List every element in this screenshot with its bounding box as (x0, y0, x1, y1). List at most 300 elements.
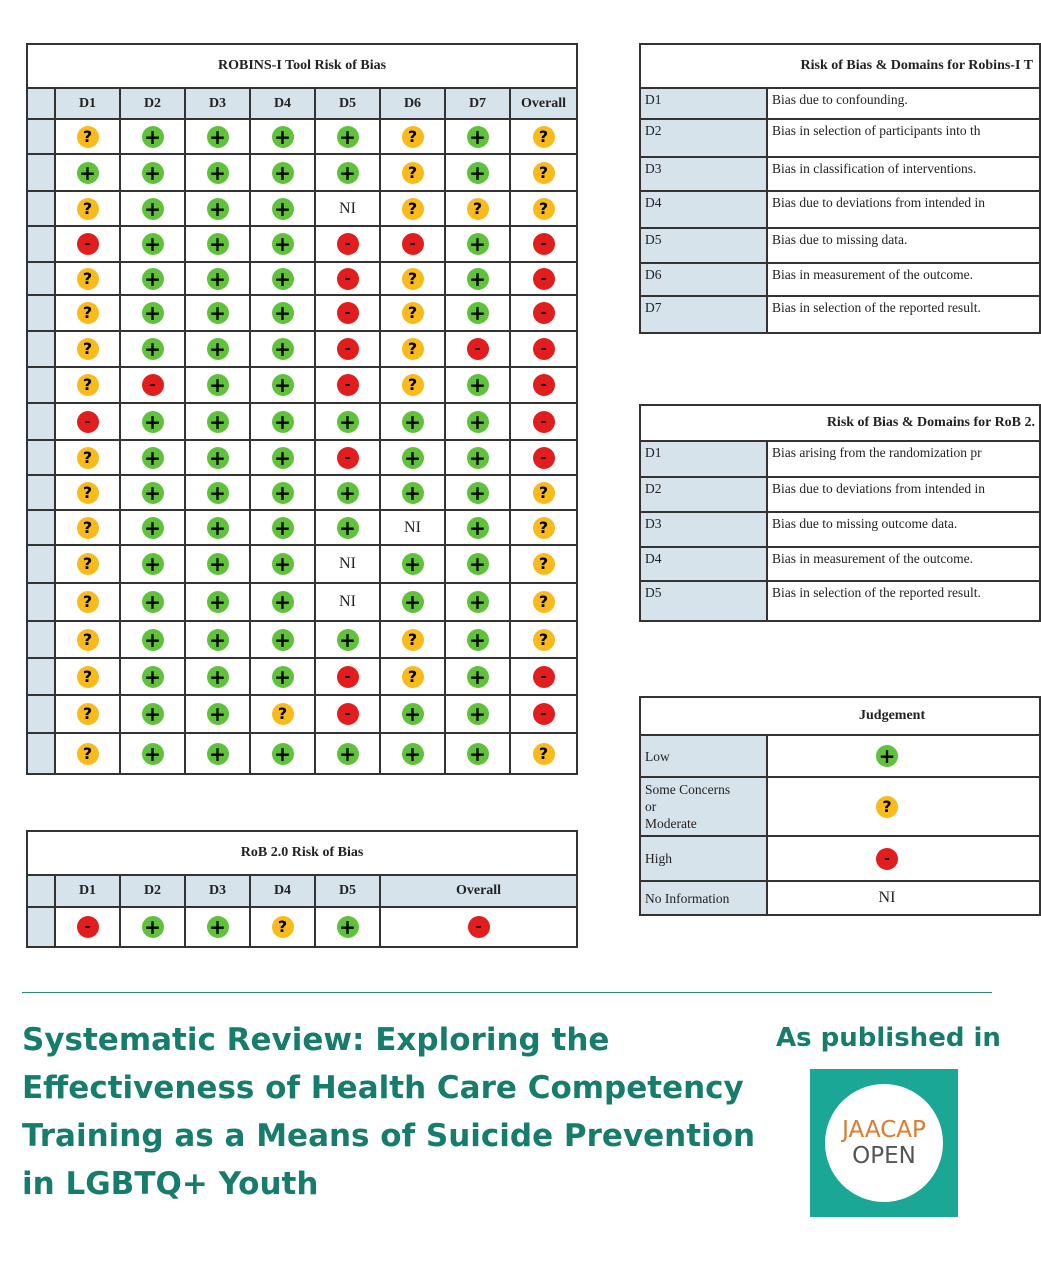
robins-judgement-cell (185, 475, 250, 510)
robins-study-row (27, 621, 577, 658)
high-risk-icon: - (533, 302, 555, 324)
high-risk-icon: - (533, 268, 555, 290)
low-risk-icon: + (207, 703, 229, 725)
robins-column-header: D6 (380, 88, 445, 119)
robins-body (27, 119, 577, 774)
robins-judgement-cell (185, 262, 250, 295)
robins-judgement-cell (55, 403, 120, 440)
robins-judgement-cell (315, 331, 380, 367)
robins-row-label-cell (27, 403, 55, 440)
low-risk-icon: + (207, 591, 229, 613)
robins-judgement-cell (120, 695, 185, 733)
robins-domains-panel (639, 43, 1034, 333)
robins-domain-description: Bias in selection of the reported result. (767, 296, 1040, 333)
low-risk-icon: + (467, 553, 489, 575)
some-concerns-icon: ? (876, 796, 898, 818)
some-concerns-icon: ? (402, 374, 424, 396)
robins-judgement-cell (510, 658, 577, 695)
robins-judgement-cell (250, 403, 315, 440)
robins-judgement-cell (120, 475, 185, 510)
robins-judgement-cell (380, 262, 445, 295)
some-concerns-icon: ? (77, 374, 99, 396)
low-risk-icon: + (142, 553, 164, 575)
robins-row-label-cell (27, 621, 55, 658)
low-risk-icon: + (467, 482, 489, 504)
robins-judgement-cell (445, 331, 510, 367)
low-risk-icon: + (272, 338, 294, 360)
low-risk-icon: + (402, 447, 424, 469)
high-risk-icon: - (533, 703, 555, 725)
low-risk-icon: + (467, 374, 489, 396)
robins-judgement-cell (120, 367, 185, 403)
high-risk-icon: - (77, 916, 99, 938)
low-risk-icon: + (207, 198, 229, 220)
rob2-judgement-cell (315, 907, 380, 947)
robins-judgement-cell (55, 154, 120, 191)
robins-judgement-cell (380, 367, 445, 403)
robins-study-row (27, 191, 577, 226)
rob2-judgement-cell (250, 907, 315, 947)
robins-column-header: D3 (185, 88, 250, 119)
low-risk-icon: + (272, 233, 294, 255)
low-risk-icon: + (467, 517, 489, 539)
low-risk-icon: + (402, 553, 424, 575)
robins-judgement-cell (55, 545, 120, 583)
low-risk-icon: + (467, 411, 489, 433)
robins-judgement-cell (445, 295, 510, 331)
low-risk-icon: + (272, 411, 294, 433)
judgement-label: No Information (640, 881, 767, 915)
judgement-row (640, 881, 1040, 915)
robins-judgement-cell (510, 119, 577, 154)
low-risk-icon: + (272, 374, 294, 396)
robins-domain-row (640, 296, 1040, 333)
robins-study-row (27, 331, 577, 367)
robins-judgement-cell (315, 733, 380, 774)
robins-judgement-cell (380, 658, 445, 695)
robins-row-label-cell (27, 191, 55, 226)
robins-judgement-cell (250, 262, 315, 295)
robins-judgement-cell (250, 119, 315, 154)
high-risk-icon: - (337, 703, 359, 725)
robins-judgement-cell (185, 658, 250, 695)
low-risk-icon: + (272, 302, 294, 324)
robins-judgement-cell (510, 154, 577, 191)
low-risk-icon: + (467, 703, 489, 725)
some-concerns-icon: ? (77, 302, 99, 324)
rob2-domain-row (640, 512, 1040, 547)
robins-judgement-cell (315, 367, 380, 403)
low-risk-icon: + (337, 482, 359, 504)
high-risk-icon: - (533, 447, 555, 469)
low-risk-icon: + (142, 162, 164, 184)
judgement-label: Some Concerns or Moderate (640, 777, 767, 836)
rob2-domain-code: D1 (640, 441, 767, 477)
robins-judgement-cell (120, 621, 185, 658)
robins-judgement-cell (120, 733, 185, 774)
robins-row-label-cell (27, 331, 55, 367)
robins-judgement-cell (185, 510, 250, 545)
low-risk-icon: + (467, 268, 489, 290)
judgement-table (639, 696, 1041, 916)
robins-judgement-cell (120, 119, 185, 154)
robins-study-row (27, 545, 577, 583)
robins-column-header: D1 (55, 88, 120, 119)
rob2-domain-row (640, 477, 1040, 512)
robins-judgement-cell (250, 295, 315, 331)
rob2-row-label-cell (27, 907, 55, 947)
some-concerns-icon: ? (467, 198, 489, 220)
robins-row-label-cell (27, 295, 55, 331)
high-risk-icon: - (533, 411, 555, 433)
robins-judgement-cell (510, 403, 577, 440)
high-risk-icon: - (533, 338, 555, 360)
robins-judgement-cell (120, 262, 185, 295)
low-risk-icon: + (876, 745, 898, 767)
rob2-judgement-cell (120, 907, 185, 947)
robins-domain-description: Bias in classification of interventions. (767, 157, 1040, 191)
robins-judgement-cell (380, 154, 445, 191)
some-concerns-icon: ? (402, 126, 424, 148)
robins-domain-description: Bias in measurement of the outcome. (767, 263, 1040, 296)
some-concerns-icon: ? (533, 126, 555, 148)
robins-judgement-cell (55, 119, 120, 154)
some-concerns-icon: ? (402, 268, 424, 290)
high-risk-icon: - (337, 268, 359, 290)
no-information-text: NI (339, 593, 356, 610)
robins-judgement-cell (185, 154, 250, 191)
robins-judgement-cell (185, 226, 250, 262)
article-title: Systematic Review: Exploring the Effectiveness of Health Care Competency Training as a Means of Suicide Prevention in LGBTQ+ Youth (22, 1022, 756, 1202)
robins-judgement-cell (380, 295, 445, 331)
robins-domain-code: D7 (640, 296, 767, 333)
robins-judgement-cell (120, 440, 185, 475)
robins-judgement-cell (510, 733, 577, 774)
robins-judgement-cell (120, 226, 185, 262)
robins-column-header: D5 (315, 88, 380, 119)
robins-domains-table (639, 43, 1041, 334)
robins-column-header: D2 (120, 88, 185, 119)
rob2-domain-code: D3 (640, 512, 767, 547)
robins-judgement-cell (250, 331, 315, 367)
robins-judgement-cell (55, 583, 120, 621)
rob2-domain-code: D4 (640, 547, 767, 581)
robins-row-label-cell (27, 226, 55, 262)
robins-row-label-cell (27, 262, 55, 295)
robins-column-header: D4 (250, 88, 315, 119)
low-risk-icon: + (142, 447, 164, 469)
robins-domain-row (640, 119, 1040, 157)
robins-study-row (27, 403, 577, 440)
robins-domain-row (640, 263, 1040, 296)
robins-judgement-cell (445, 226, 510, 262)
low-risk-icon: + (77, 162, 99, 184)
low-risk-icon: + (272, 517, 294, 539)
robins-study-row (27, 295, 577, 331)
robins-domain-code: D1 (640, 88, 767, 119)
robins-judgement-cell (120, 403, 185, 440)
rob2-column-header: Overall (380, 875, 577, 907)
some-concerns-icon: ? (533, 591, 555, 613)
robins-study-row (27, 583, 577, 621)
footer-divider (22, 992, 992, 993)
some-concerns-icon: ? (77, 482, 99, 504)
robins-domain-code: D3 (640, 157, 767, 191)
high-risk-icon: - (337, 666, 359, 688)
robins-judgement-cell (315, 154, 380, 191)
robins-header-row (27, 88, 577, 119)
logo-text-open: OPEN (852, 1143, 916, 1169)
robins-judgement-cell (55, 191, 120, 226)
low-risk-icon: + (207, 411, 229, 433)
judgement-symbol-cell (767, 881, 1040, 915)
low-risk-icon: + (272, 482, 294, 504)
rob2-domain-code: D2 (640, 477, 767, 512)
low-risk-icon: + (337, 743, 359, 765)
robins-domain-row (640, 191, 1040, 228)
rob2-domain-row (640, 547, 1040, 581)
robins-judgement-cell (510, 440, 577, 475)
robins-judgement-cell (55, 475, 120, 510)
robins-judgement-cell (315, 191, 380, 226)
some-concerns-icon: ? (77, 126, 99, 148)
some-concerns-icon: ? (533, 743, 555, 765)
rob2-domain-row (640, 581, 1040, 621)
robins-judgement-cell (315, 545, 380, 583)
rob2-corner-cell (27, 875, 55, 907)
robins-judgement-cell (315, 583, 380, 621)
rob2-domain-code: D5 (640, 581, 767, 621)
robins-study-row (27, 119, 577, 154)
robins-domain-row (640, 157, 1040, 191)
some-concerns-icon: ? (77, 447, 99, 469)
judgement-symbol-cell (767, 836, 1040, 881)
judgement-symbol-cell (767, 777, 1040, 836)
low-risk-icon: + (142, 198, 164, 220)
robins-judgement-cell (510, 621, 577, 658)
robins-judgement-cell (510, 295, 577, 331)
high-risk-icon: - (533, 233, 555, 255)
robins-judgement-cell (55, 510, 120, 545)
robins-judgement-cell (510, 262, 577, 295)
robins-judgement-cell (510, 545, 577, 583)
low-risk-icon: + (272, 553, 294, 575)
robins-judgement-cell (120, 583, 185, 621)
published-in-label: As published in (776, 1023, 1001, 1053)
low-risk-icon: + (142, 743, 164, 765)
robins-row-label-cell (27, 658, 55, 695)
some-concerns-icon: ? (77, 743, 99, 765)
robins-study-row (27, 695, 577, 733)
robins-judgement-cell (185, 331, 250, 367)
low-risk-icon: + (207, 553, 229, 575)
judgement-row (640, 836, 1040, 881)
low-risk-icon: + (142, 629, 164, 651)
robins-judgement-cell (55, 367, 120, 403)
low-risk-icon: + (402, 482, 424, 504)
rob2-study-row (27, 907, 577, 947)
rob2-domain-description: Bias arising from the randomization pr (767, 441, 1040, 477)
robins-row-label-cell (27, 545, 55, 583)
low-risk-icon: + (467, 447, 489, 469)
robins-judgement-cell (380, 440, 445, 475)
robins-judgement-cell (185, 295, 250, 331)
low-risk-icon: + (402, 703, 424, 725)
robins-judgement-cell (250, 621, 315, 658)
robins-judgement-cell (380, 475, 445, 510)
some-concerns-icon: ? (272, 916, 294, 938)
robins-domain-description: Bias due to deviations from intended in (767, 191, 1040, 228)
low-risk-icon: + (402, 411, 424, 433)
robins-judgement-cell (510, 510, 577, 545)
robins-judgement-cell (380, 733, 445, 774)
robins-judgement-cell (120, 658, 185, 695)
high-risk-icon: - (533, 374, 555, 396)
robins-judgement-cell (55, 226, 120, 262)
low-risk-icon: + (272, 126, 294, 148)
low-risk-icon: + (207, 268, 229, 290)
logo-circle (825, 1084, 943, 1202)
robins-domain-code: D5 (640, 228, 767, 263)
low-risk-icon: + (402, 591, 424, 613)
robins-row-label-cell (27, 733, 55, 774)
robins-judgement-cell (185, 695, 250, 733)
low-risk-icon: + (467, 629, 489, 651)
robins-judgement-cell (510, 475, 577, 510)
low-risk-icon: + (142, 482, 164, 504)
low-risk-icon: + (207, 233, 229, 255)
low-risk-icon: + (142, 233, 164, 255)
low-risk-icon: + (142, 302, 164, 324)
low-risk-icon: + (272, 447, 294, 469)
robins-judgement-cell (445, 475, 510, 510)
robins-judgement-cell (315, 475, 380, 510)
robins-judgement-cell (250, 367, 315, 403)
some-concerns-icon: ? (77, 629, 99, 651)
robins-judgement-cell (250, 658, 315, 695)
robins-study-row (27, 262, 577, 295)
high-risk-icon: - (533, 666, 555, 688)
rob2-domains-table (639, 404, 1041, 622)
rob2-domain-row (640, 441, 1040, 477)
low-risk-icon: + (207, 629, 229, 651)
robins-judgement-cell (55, 295, 120, 331)
rob2-column-header: D5 (315, 875, 380, 907)
robins-judgement-cell (315, 695, 380, 733)
rob2-column-header: D2 (120, 875, 185, 907)
low-risk-icon: + (337, 162, 359, 184)
robins-table-title: ROBINS-I Tool Risk of Bias (27, 44, 577, 88)
some-concerns-icon: ? (77, 591, 99, 613)
robins-judgement-cell (250, 154, 315, 191)
robins-study-row (27, 510, 577, 545)
robins-judgement-cell (445, 191, 510, 226)
robins-judgement-cell (445, 119, 510, 154)
low-risk-icon: + (207, 517, 229, 539)
judgement-row (640, 735, 1040, 777)
robins-judgement-cell (250, 583, 315, 621)
no-information-text: NI (339, 555, 356, 572)
robins-judgement-cell (250, 191, 315, 226)
robins-judgement-cell (380, 545, 445, 583)
high-risk-icon: - (337, 447, 359, 469)
low-risk-icon: + (467, 666, 489, 688)
rob2-body (27, 907, 577, 947)
some-concerns-icon: ? (533, 553, 555, 575)
some-concerns-icon: ? (402, 666, 424, 688)
robins-judgement-cell (315, 119, 380, 154)
robins-judgement-cell (250, 226, 315, 262)
robins-judgement-cell (380, 119, 445, 154)
low-risk-icon: + (467, 743, 489, 765)
judgement-label: Low (640, 735, 767, 777)
rob2-judgement-cell (185, 907, 250, 947)
low-risk-icon: + (142, 591, 164, 613)
low-risk-icon: + (207, 338, 229, 360)
robins-row-label-cell (27, 695, 55, 733)
robins-judgement-cell (510, 191, 577, 226)
some-concerns-icon: ? (77, 666, 99, 688)
robins-judgement-cell (380, 510, 445, 545)
robins-domain-description: Bias in selection of participants into th (767, 119, 1040, 157)
low-risk-icon: + (467, 591, 489, 613)
rob2-domain-description: Bias in measurement of the outcome. (767, 547, 1040, 581)
robins-row-label-cell (27, 510, 55, 545)
low-risk-icon: + (207, 162, 229, 184)
robins-judgement-cell (380, 621, 445, 658)
robins-judgement-cell (55, 262, 120, 295)
robins-row-label-cell (27, 475, 55, 510)
robins-judgement-cell (185, 440, 250, 475)
robins-judgement-cell (185, 367, 250, 403)
robins-column-header: Overall (510, 88, 577, 119)
rob2-domains-title: Risk of Bias & Domains for RoB 2. (640, 405, 1040, 441)
robins-judgement-cell (445, 545, 510, 583)
robins-study-row (27, 733, 577, 774)
low-risk-icon: + (337, 916, 359, 938)
some-concerns-icon: ? (402, 338, 424, 360)
some-concerns-icon: ? (402, 302, 424, 324)
low-risk-icon: + (207, 743, 229, 765)
logo-text-jaacap: JAACAP (842, 1117, 926, 1143)
low-risk-icon: + (207, 374, 229, 396)
rob2-column-header: D3 (185, 875, 250, 907)
robins-judgement-cell (185, 583, 250, 621)
robins-judgement-cell (315, 440, 380, 475)
robins-judgement-cell (315, 403, 380, 440)
robins-judgement-cell (55, 658, 120, 695)
robins-judgement-cell (445, 695, 510, 733)
some-concerns-icon: ? (402, 629, 424, 651)
robins-judgement-cell (380, 583, 445, 621)
robins-judgement-cell (445, 733, 510, 774)
low-risk-icon: + (272, 743, 294, 765)
high-risk-icon: - (142, 374, 164, 396)
low-risk-icon: + (337, 517, 359, 539)
judgement-row (640, 777, 1040, 836)
robins-judgement-cell (445, 583, 510, 621)
robins-judgement-cell (315, 510, 380, 545)
rob2-column-header: D4 (250, 875, 315, 907)
low-risk-icon: + (207, 916, 229, 938)
robins-study-row (27, 658, 577, 695)
jaacap-open-logo (810, 1069, 958, 1217)
some-concerns-icon: ? (402, 162, 424, 184)
no-information-text: NI (339, 199, 356, 217)
low-risk-icon: + (337, 126, 359, 148)
robins-corner-cell (27, 88, 55, 119)
low-risk-icon: + (467, 233, 489, 255)
